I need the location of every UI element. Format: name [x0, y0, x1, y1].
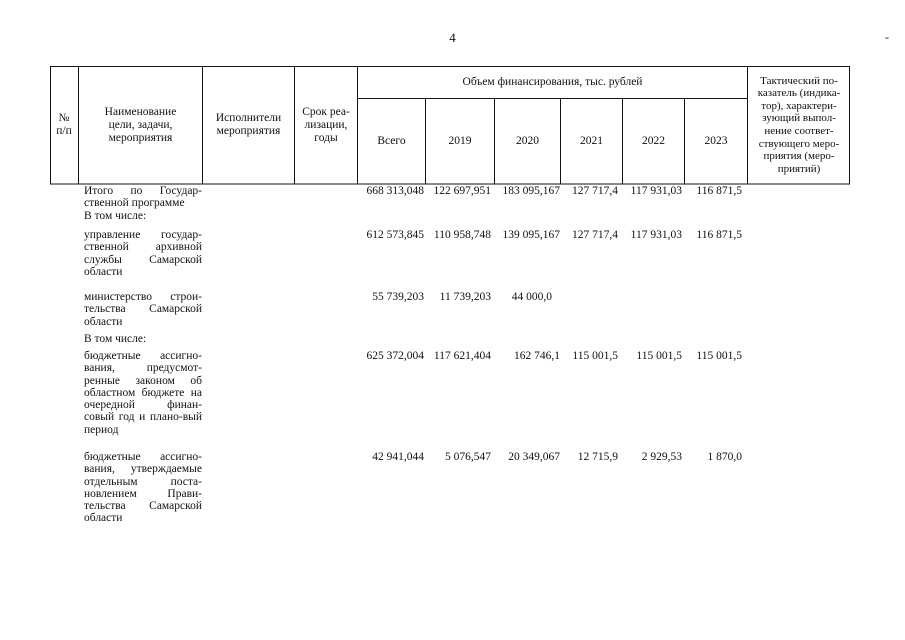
- row-resolution-name: бюджетные ассигно-вания, утверждаемые отдельным поста-новлением Прави-тельства Самарской области: [84, 451, 202, 525]
- row-construction-2019: 11 739,203: [439, 291, 491, 303]
- header-year-2023: 2023: [704, 135, 728, 147]
- row-budget-law-2023: 115 001,5: [696, 350, 742, 362]
- row-budget-law-all: 625 372,004: [366, 350, 424, 362]
- subheader-including-2: В том числе:: [84, 333, 147, 345]
- row-resolution-2022: 2 929,53: [641, 451, 682, 463]
- row-resolution-2021: 12 715,9: [577, 451, 618, 463]
- header-total: Всего: [377, 135, 406, 147]
- row-archive-2021: 127 717,4: [572, 229, 618, 241]
- header-year-2022: 2022: [642, 135, 665, 147]
- table-header: [50, 66, 850, 184]
- row-construction-2020: 44 000,0: [511, 291, 552, 303]
- row-resolution-2023: 1 870,0: [707, 451, 742, 463]
- row-total-2023: 116 871,5: [696, 185, 742, 197]
- header-year-2021: 2021: [580, 135, 603, 147]
- row-budget-law-2020: 162 746,1: [514, 350, 560, 362]
- row-archive-all: 612 573,845: [366, 229, 424, 241]
- row-total-2021: 127 717,4: [572, 185, 618, 197]
- header-term: Срок реа- лизации, годы: [302, 105, 350, 144]
- row-budget-law-2019: 117 621,404: [433, 350, 491, 362]
- row-total-2022: 117 931,03: [630, 185, 682, 197]
- header-year-2019: 2019: [448, 135, 472, 147]
- subheader-including: В том числе:: [84, 210, 147, 222]
- header-number: № п/п: [56, 112, 72, 137]
- row-archive-2022: 117 931,03: [630, 229, 682, 241]
- row-budget-law-2021: 115 001,5: [572, 350, 618, 362]
- row-construction-name: министерство строи-тельства Самарской области: [84, 291, 202, 328]
- row-archive-2023: 116 871,5: [696, 229, 742, 241]
- row-construction-all: 55 739,203: [372, 291, 424, 303]
- page-number: 4: [449, 30, 456, 45]
- header-executors: Исполнители мероприятия: [215, 112, 282, 137]
- row-total-all: 668 313,048: [366, 185, 424, 197]
- header-year-2020: 2020: [516, 135, 539, 147]
- row-resolution-2020: 20 349,067: [508, 451, 560, 463]
- row-budget-law-name: бюджетные ассигно-вания, предусмот-ренные законом об областном бюджете на очередной финан-совый год и плано-вый период: [84, 350, 202, 436]
- header-name: Наименование цели, задачи, мероприятия: [104, 105, 177, 144]
- row-total-2019: 122 697,951: [433, 185, 491, 197]
- row-archive-name: управление государ-ственной архивной службы Самарской области: [84, 229, 202, 278]
- row-archive-2020: 139 095,167: [502, 229, 560, 241]
- header-indicator: Тактический по- казатель (индика- тор), характери- зующий выпол- нение соответ- ствующего меро- приятия (меро- приятий): [757, 74, 841, 175]
- row-total-2020: 183 095,167: [502, 185, 560, 197]
- header-funding: Объем финансирования, тыс. рублей: [462, 75, 643, 88]
- row-budget-law-2022: 115 001,5: [636, 350, 682, 362]
- corner-mark: -: [885, 30, 889, 44]
- row-resolution-2019: 5 076,547: [445, 451, 491, 463]
- row-archive-2019: 110 958,748: [433, 229, 491, 241]
- row-resolution-all: 42 941,044: [372, 451, 424, 463]
- row-total-name: Итого по Государ-ственной программе: [84, 185, 202, 210]
